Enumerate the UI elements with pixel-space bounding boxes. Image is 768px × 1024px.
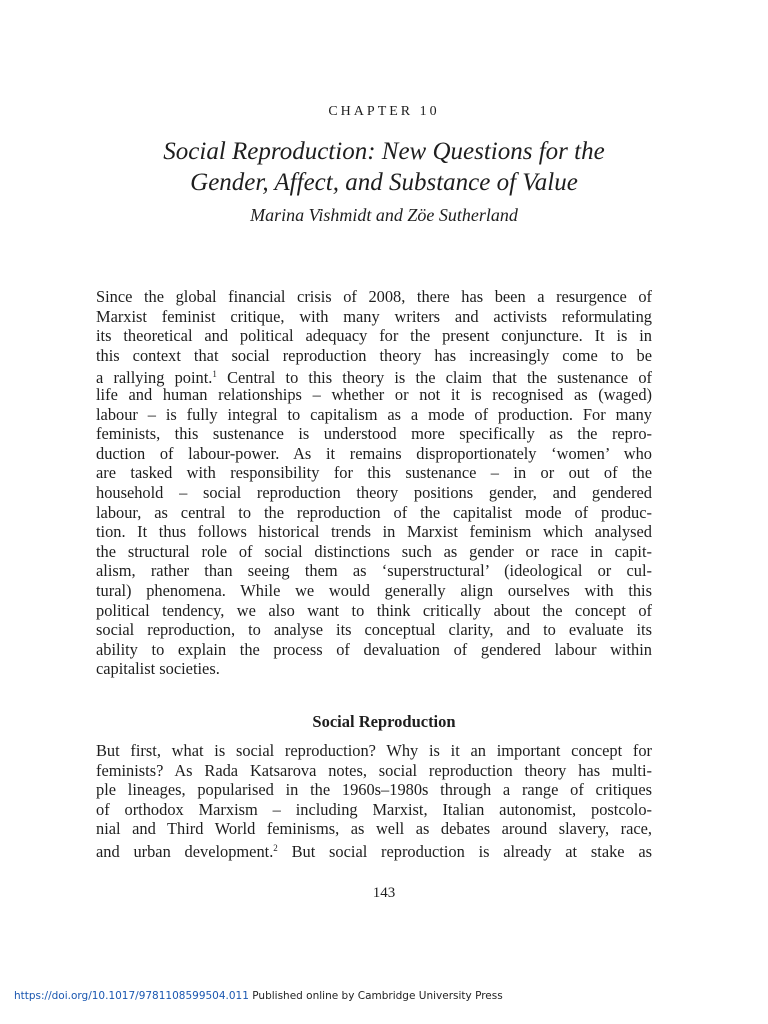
text-line: But first, what is social reproduction? Why is it an important concept for: [96, 741, 652, 760]
text-line: political tendency, we also want to think critically about the concept of: [96, 600, 652, 620]
text-fragment: and urban development.: [96, 841, 274, 861]
text-fragment: Central to this theory is the claim that the sustenance of: [227, 368, 653, 388]
text-line: ple lineages, popularised in the 1960s–1980s through a range of critiques: [96, 780, 652, 800]
text-line: Marxist feminist critique, with many writers and activists reformulating: [96, 306, 652, 326]
text-line: social reproduction, to analyse its conceptual clarity, and to evaluate its: [96, 620, 652, 640]
page-number: 143: [372, 885, 396, 901]
text-line: labour, as central to the reproduction of the capitalist mode of produc-: [96, 502, 652, 522]
text-line: the structural role of social distinctions such as gender or race in capit-: [96, 541, 652, 561]
page-footer: [14, 990, 503, 1002]
section-heading: Social Reproduction: [312, 712, 456, 731]
text-fragment: But social reproduction is already at stake as: [291, 841, 652, 861]
chapter-authors: Marina Vishmidt and Zöe Sutherland: [250, 205, 518, 225]
paragraph-intro: [96, 287, 652, 679]
text-line: feminists, this sustenance is understood more specifically as the repro-: [96, 424, 652, 444]
text-line: capitalist societies.: [96, 659, 220, 679]
text-line: ability to explain the process of devaluation of gendered labour within: [96, 639, 652, 659]
text-line: [96, 839, 652, 859]
doi-link[interactable]: https://doi.org/10.1017/9781108599504.011: [14, 990, 249, 1002]
chapter-title-line: Social Reproduction: New Questions for the: [163, 138, 605, 165]
text-line: life and human relationships – whether or not it is recognised as (waged): [96, 384, 652, 404]
text-line: duction of labour-power. As it remains disproportionately ‘women’ who: [96, 443, 652, 463]
text-fragment: a rallying point.: [96, 368, 213, 388]
text-line: Since the global financial crisis of 2008, there has been a resurgence of: [96, 287, 652, 306]
text-line: of orthodox Marxism – including Marxist, Italian autonomist, postcolo-: [96, 799, 652, 819]
text-line: tural) phenomena. While we would generally align ourselves with this: [96, 580, 652, 600]
text-line: labour – is fully integral to capitalism as a mode of production. For many: [96, 404, 652, 424]
paragraph-social-reproduction: [96, 741, 652, 859]
text-line: feminists? As Rada Katsarova notes, social reproduction theory has multi-: [96, 760, 652, 780]
chapter-label: CHAPTER 10: [328, 104, 440, 119]
publisher-note: Published online by Cambridge University Press: [252, 990, 503, 1002]
text-line: this context that social reproduction theory has increasingly come to be: [96, 345, 652, 365]
text-line: are tasked with responsibility for this sustenance – in or out of the: [96, 463, 652, 483]
text-line: nial and Third World feminisms, as well as debates around slavery, race,: [96, 819, 652, 839]
footnote-marker[interactable]: 2: [273, 842, 278, 853]
chapter-title-line: Gender, Affect, and Substance of Value: [190, 169, 578, 196]
text-line: household – social reproduction theory positions gender, and gendered: [96, 482, 652, 502]
text-line: [96, 365, 653, 388]
footnote-marker[interactable]: 1: [212, 369, 217, 380]
text-line: alism, rather than seeing them as ‘superstructural’ (ideological or cul-: [96, 561, 652, 581]
chapter-title: [100, 136, 668, 198]
text-line: its theoretical and political adequacy for the present conjuncture. It is in: [96, 326, 652, 346]
text-line: tion. It thus follows historical trends in Marxist feminism which analysed: [96, 522, 652, 542]
